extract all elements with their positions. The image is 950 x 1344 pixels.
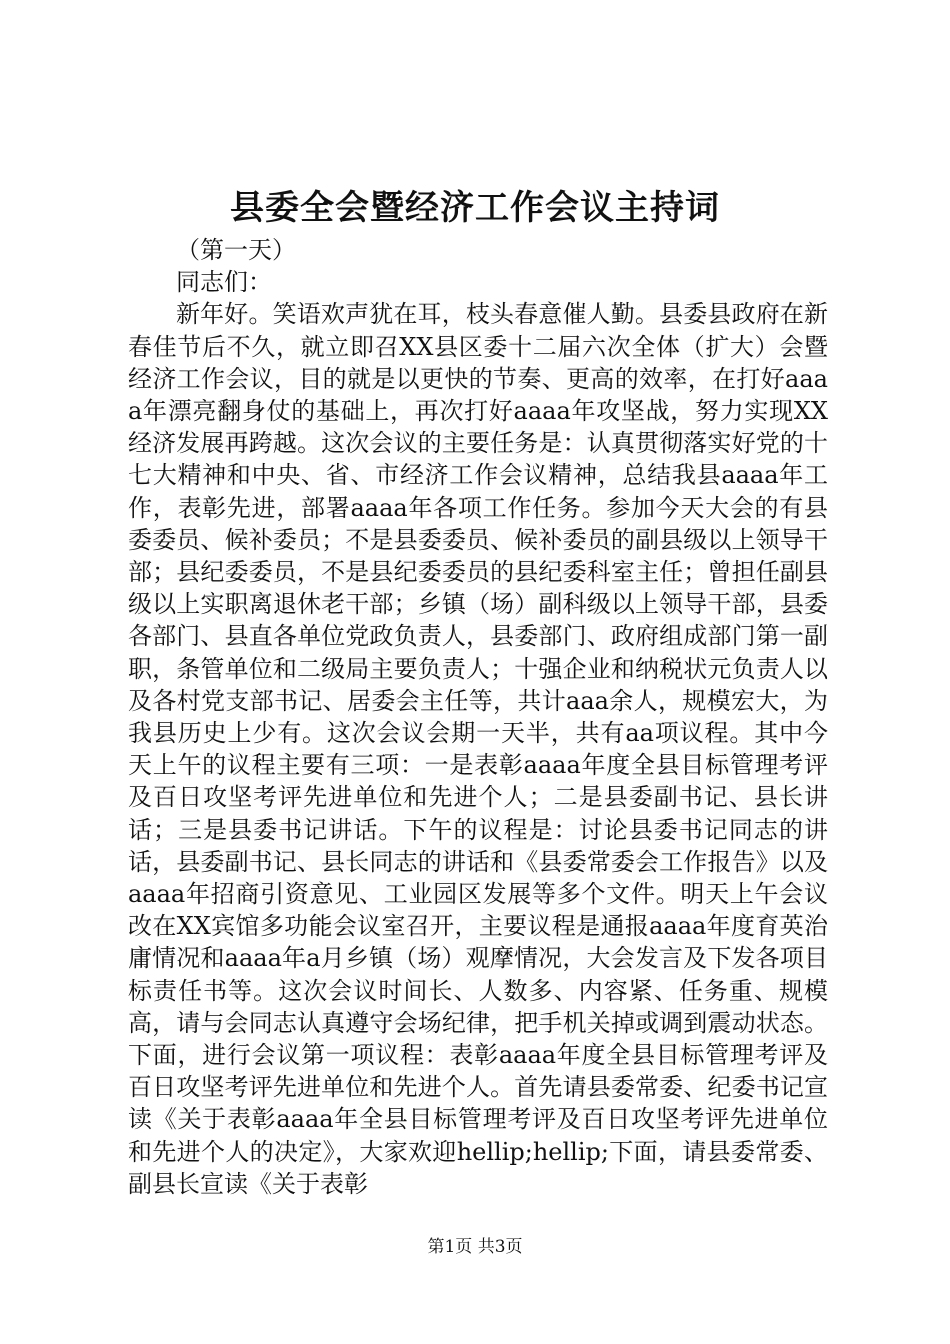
paragraph-main: 新年好。笑语欢声犹在耳，枝头春意催人勤。县委县政府在新春佳节后不久，就立即召XX县区委十二届六次全体（扩大）会暨经济工作会议，目的就是以更快的节奏、更高的效率，在打好aaaa年漂亮翻身仗的基础上，再次打好aaaa年攻坚战，努力实现XX经济发展再跨越。这次会议的主要任务是：认真贯彻落实好党的十七大精神和中央、省、市经济工作会议精神，总结我县aaaa年工作，表彰先进，部署aaaa年各项工作任务。参加今天大会的有县委委员、候补委员；不是县委委员、候补委员的副县级以上领导干部；县纪委委员，不是县纪委委员的县纪委科室主任；曾担任副县级以上实职离退休老干部；乡镇（场）副科级以上领导干部，县委各部门、县直各单位党政负责人，县委部门、政府组成部门第一副职，条管单位和二级局主要负责人；十强企业和纳税状元负责人以及各村党支部书记、居委会主任等，共计aaa余人，规模宏大，为我县历史上少有。这次会议会期一天半，共有aa项议程。其中今天上午的议程主要有三项：一是表彰aaaa年度全县目标管理考评及百日攻坚考评先进单位和先进个人；二是县委副书记、县长讲话；三是县委书记讲话。下午的议程是：讨论县委书记同志的讲话，县委副书记、县长同志的讲话和《县委常委会工作报告》以及aaaa年招商引资意见、工业园区发展等多个文件。明天上午会议改在XX宾馆多功能会议室召开，主要议程是通报aaaa年度育英治庸情况和aaaa年a月乡镇（场）观摩情况，大会发言及下发各项目标责任书等。这次会议时间长、人数多、内容紧、任务重、规模高，请与会同志认真遵守会场纪律，把手机关掉或调到震动状态。下面，进行会议第一项议程：表彰aaaa年度全县目标管理考评及百日攻坚考评先进单位和先进个人。首先请县委常委、纪委书记宣读《关于表彰aaaa年全县目标管理考评及百日攻坚考评先进单位和先进个人的决定》，大家欢迎hellip;hellip;下面，请县委常委、副县长宣读《关于表彰 bbox=[128, 300, 828, 1198]
paragraph-salutation: 同志们： bbox=[176, 268, 272, 297]
document-body bbox=[128, 234, 828, 1200]
document-title: 县委全会暨经济工作会议主持词 bbox=[230, 188, 720, 228]
page-footer: 第1页 共3页 bbox=[427, 1237, 523, 1257]
paragraph-day: （第一天） bbox=[176, 236, 296, 264]
